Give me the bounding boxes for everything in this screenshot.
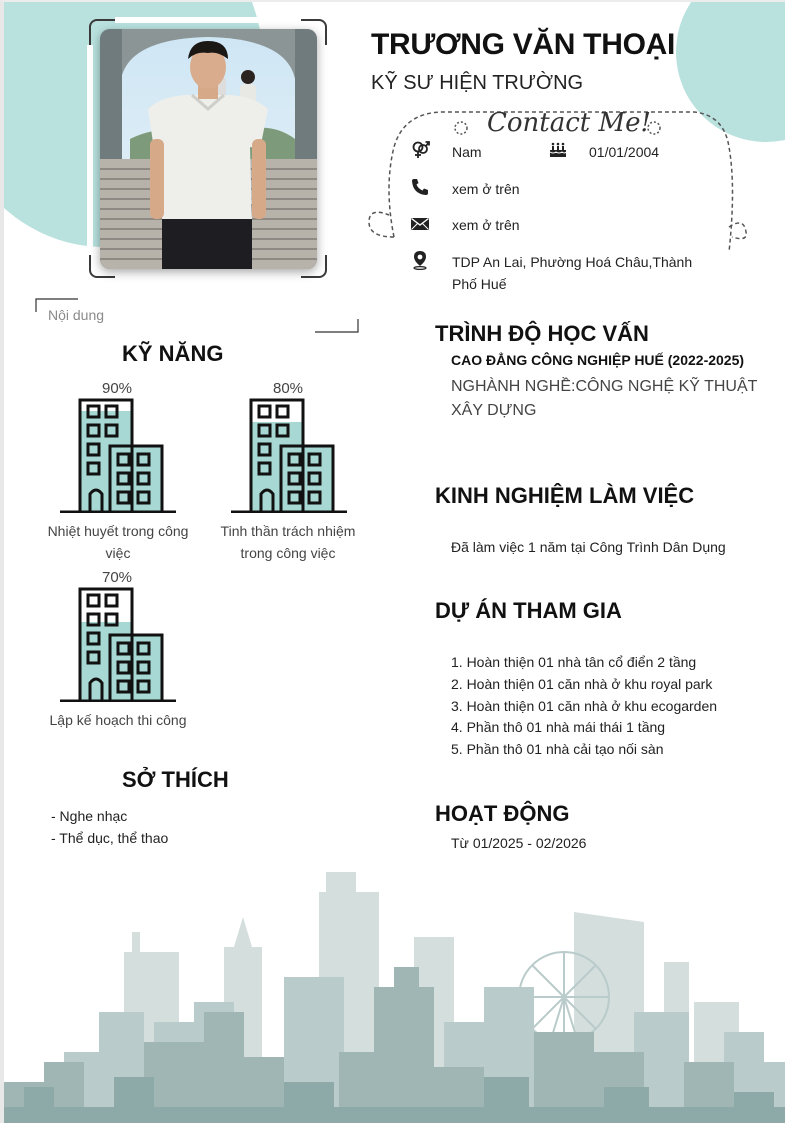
hobby-item: - Thể dục, thể thao [51,830,169,846]
experience-text: Đã làm việc 1 năm tại Công Trình Dân Dụng [451,539,726,555]
mail-icon [410,214,430,234]
projects-heading: DỰ ÁN THAM GIA [435,598,622,623]
project-item: 1. Hoàn thiện 01 nhà tân cổ điển 2 tầng [451,654,697,670]
skill-label: Nhiệt huyết trong công việc [47,523,189,561]
contact-heading: Contact Me! [487,108,651,138]
project-item: 2. Hoàn thiện 01 căn nhà ở khu royal park [451,675,713,692]
location-icon [410,250,430,270]
skill-label: Lập kế hoạch thi công [49,712,187,728]
activities-text: Từ 01/2025 - 02/2026 [451,835,587,851]
projects-list [451,652,717,761]
skill-label: Tinh thần trách nhiệm trong công việc [220,523,356,561]
note-label: Nội dung [48,307,105,323]
project-item: 3. Hoàn thiện 01 căn nhà ở khu ecogarden [451,697,718,714]
building-icon [58,398,178,513]
project-item: 4. Phần thô 01 nhà mái thái 1 tầng [451,719,666,736]
phone-value: xem ở trên [452,181,520,197]
cake-icon [548,139,568,159]
email-value: xem ở trên [452,217,520,233]
skill-percent: 80% [272,380,304,397]
city-skyline-illustration [4,862,785,1123]
building-icon [229,398,349,513]
skill-percent: 90% [101,380,133,397]
gender-icon [410,140,430,160]
phone-icon [410,177,430,197]
address-value: TDP An Lai, Phường Hoá Châu,Thành Phố Huế [452,254,693,292]
building-icon [58,587,178,702]
birthday-value: 01/01/2004 [589,144,660,160]
hobby-item: - Nghe nhạc [51,808,128,824]
activities-heading: HOẠT ĐỘNG [435,801,570,826]
skills-heading: KỸ NĂNG [122,341,224,366]
education-school: CAO ĐẲNG CÔNG NGHIỆP HUẾ (2022-2025) [451,352,745,368]
education-heading: TRÌNH ĐỘ HỌC VẤN [435,321,649,346]
gender-value: Nam [452,144,482,160]
skill-percent: 70% [101,569,133,586]
hobbies-heading: SỞ THÍCH [122,767,229,792]
candidate-name: TRƯƠNG VĂN THOẠI [371,28,676,61]
experience-heading: KINH NGHIỆM LÀM VIỆC [435,483,695,508]
education-major: NGHÀNH NGHỀ:CÔNG NGHỆ KỸ THUẬT XÂY DỰNG [451,378,758,419]
job-title: KỸ SƯ HIỆN TRƯỜNG [371,72,584,94]
project-item: 5. Phần thô 01 nhà cải tạo nối sàn [451,741,664,758]
profile-photo [100,29,317,269]
